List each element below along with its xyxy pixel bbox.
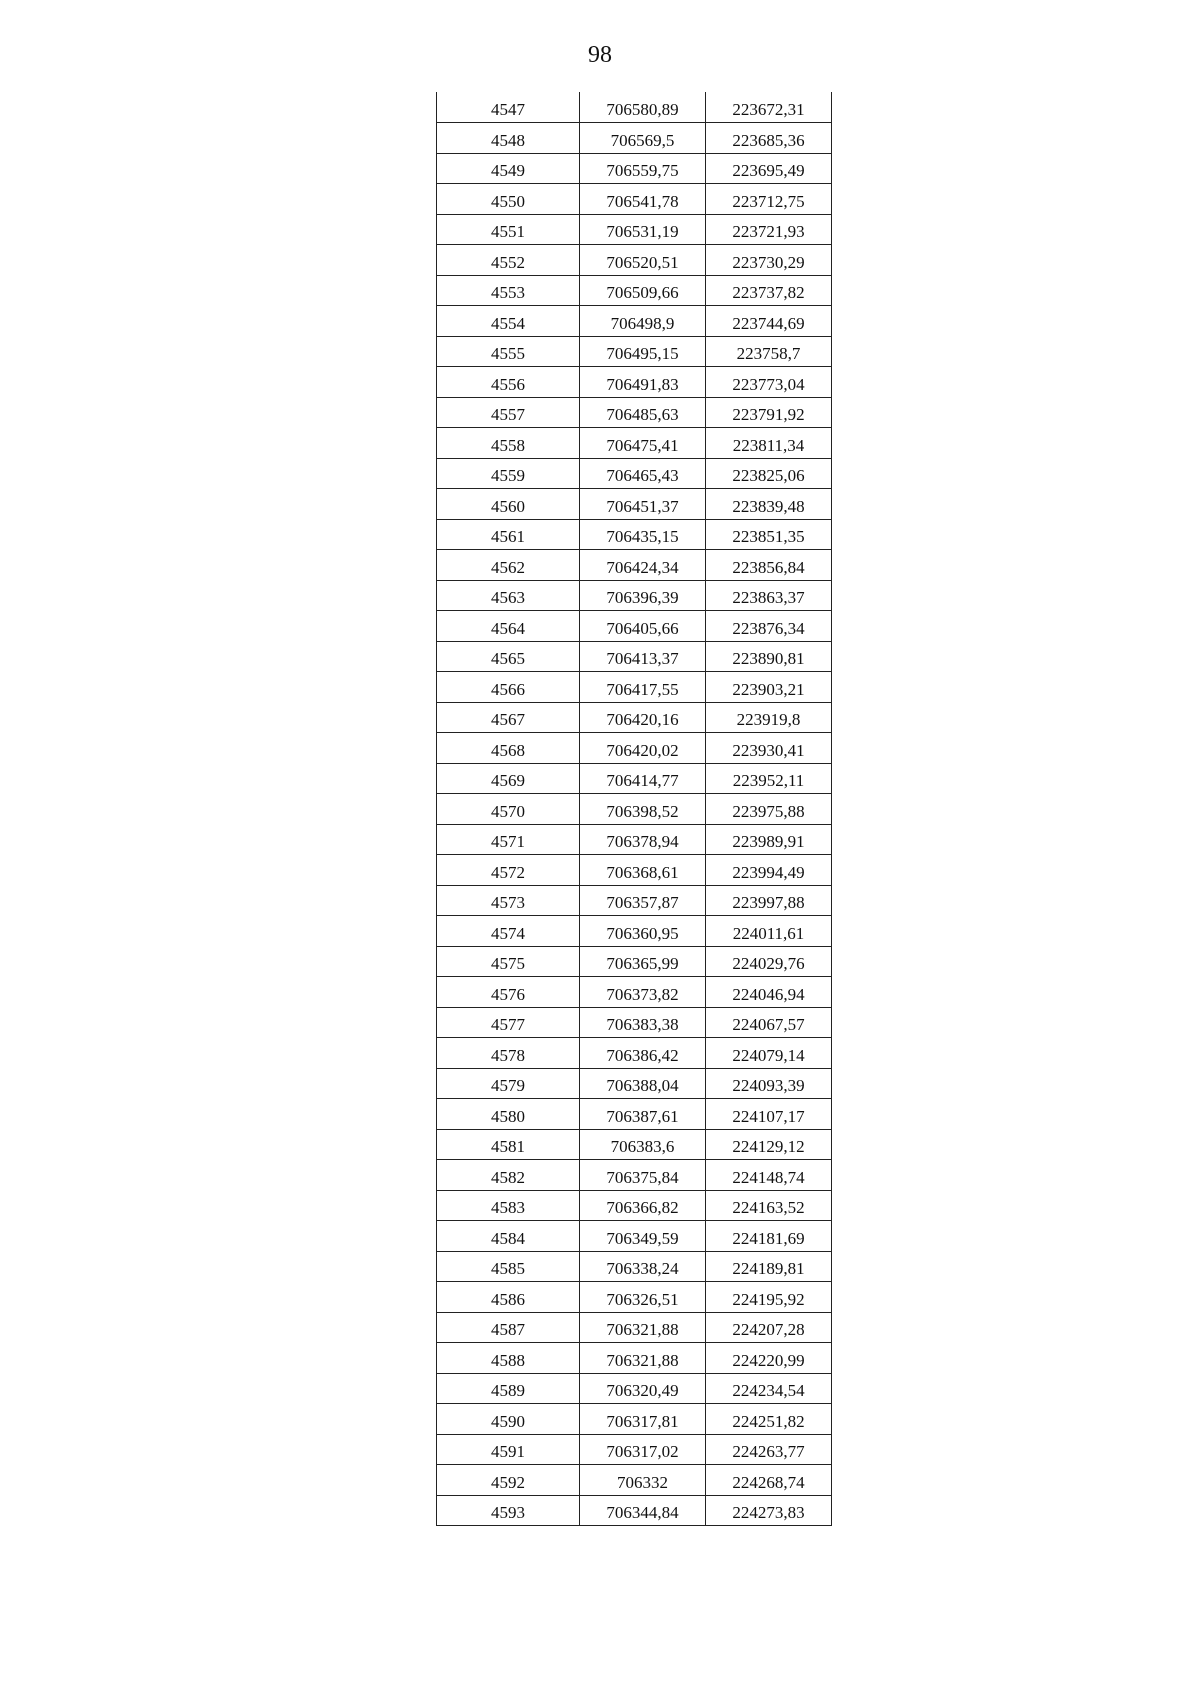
point-number-cell: 4551 bbox=[437, 214, 580, 245]
x-coordinate-cell: 706386,42 bbox=[580, 1038, 706, 1069]
x-coordinate-cell: 706373,82 bbox=[580, 977, 706, 1008]
point-number-cell: 4550 bbox=[437, 184, 580, 215]
y-coordinate-cell: 224067,57 bbox=[706, 1007, 832, 1038]
point-number-cell: 4588 bbox=[437, 1343, 580, 1374]
table-row bbox=[437, 153, 832, 184]
y-coordinate-cell: 224129,12 bbox=[706, 1129, 832, 1160]
table-row bbox=[437, 1373, 832, 1404]
table-row bbox=[437, 367, 832, 398]
y-coordinate-cell: 224029,76 bbox=[706, 946, 832, 977]
point-number-cell: 4586 bbox=[437, 1282, 580, 1313]
table-row bbox=[437, 1160, 832, 1191]
point-number-cell: 4593 bbox=[437, 1495, 580, 1526]
y-coordinate-cell: 223876,34 bbox=[706, 611, 832, 642]
table-row bbox=[437, 1190, 832, 1221]
y-coordinate-cell: 224207,28 bbox=[706, 1312, 832, 1343]
table-row bbox=[437, 1251, 832, 1282]
y-coordinate-cell: 224079,14 bbox=[706, 1038, 832, 1069]
point-number-cell: 4589 bbox=[437, 1373, 580, 1404]
point-number-cell: 4556 bbox=[437, 367, 580, 398]
point-number-cell: 4581 bbox=[437, 1129, 580, 1160]
table-row bbox=[437, 92, 832, 123]
point-number-cell: 4574 bbox=[437, 916, 580, 947]
table-row bbox=[437, 1404, 832, 1435]
point-number-cell: 4554 bbox=[437, 306, 580, 337]
x-coordinate-cell: 706365,99 bbox=[580, 946, 706, 977]
table-row bbox=[437, 489, 832, 520]
point-number-cell: 4555 bbox=[437, 336, 580, 367]
y-coordinate-cell: 223952,11 bbox=[706, 763, 832, 794]
x-coordinate-cell: 706465,43 bbox=[580, 458, 706, 489]
x-coordinate-cell: 706383,6 bbox=[580, 1129, 706, 1160]
x-coordinate-cell: 706559,75 bbox=[580, 153, 706, 184]
x-coordinate-cell: 706420,16 bbox=[580, 702, 706, 733]
table-row bbox=[437, 733, 832, 764]
y-coordinate-cell: 223890,81 bbox=[706, 641, 832, 672]
point-number-cell: 4560 bbox=[437, 489, 580, 520]
table-row bbox=[437, 977, 832, 1008]
x-coordinate-cell: 706424,34 bbox=[580, 550, 706, 581]
x-coordinate-cell: 706413,37 bbox=[580, 641, 706, 672]
table-row bbox=[437, 763, 832, 794]
table-row bbox=[437, 275, 832, 306]
point-number-cell: 4579 bbox=[437, 1068, 580, 1099]
point-number-cell: 4573 bbox=[437, 885, 580, 916]
y-coordinate-cell: 224107,17 bbox=[706, 1099, 832, 1130]
y-coordinate-cell: 223695,49 bbox=[706, 153, 832, 184]
y-coordinate-cell: 223997,88 bbox=[706, 885, 832, 916]
x-coordinate-cell: 706383,38 bbox=[580, 1007, 706, 1038]
point-number-cell: 4587 bbox=[437, 1312, 580, 1343]
table-row bbox=[437, 1343, 832, 1374]
table-row bbox=[437, 458, 832, 489]
x-coordinate-cell: 706491,83 bbox=[580, 367, 706, 398]
x-coordinate-cell: 706326,51 bbox=[580, 1282, 706, 1313]
x-coordinate-cell: 706475,41 bbox=[580, 428, 706, 459]
table-row bbox=[437, 214, 832, 245]
y-coordinate-cell: 223758,7 bbox=[706, 336, 832, 367]
point-number-cell: 4567 bbox=[437, 702, 580, 733]
point-number-cell: 4566 bbox=[437, 672, 580, 703]
table-row bbox=[437, 824, 832, 855]
x-coordinate-cell: 706451,37 bbox=[580, 489, 706, 520]
table-row bbox=[437, 611, 832, 642]
x-coordinate-cell: 706541,78 bbox=[580, 184, 706, 215]
x-coordinate-cell: 706368,61 bbox=[580, 855, 706, 886]
y-coordinate-cell: 223863,37 bbox=[706, 580, 832, 611]
y-coordinate-cell: 223989,91 bbox=[706, 824, 832, 855]
x-coordinate-cell: 706317,81 bbox=[580, 1404, 706, 1435]
point-number-cell: 4583 bbox=[437, 1190, 580, 1221]
x-coordinate-cell: 706414,77 bbox=[580, 763, 706, 794]
y-coordinate-cell: 223773,04 bbox=[706, 367, 832, 398]
y-coordinate-cell: 223975,88 bbox=[706, 794, 832, 825]
table-row bbox=[437, 428, 832, 459]
y-coordinate-cell: 223721,93 bbox=[706, 214, 832, 245]
table-row bbox=[437, 1434, 832, 1465]
point-number-cell: 4565 bbox=[437, 641, 580, 672]
x-coordinate-cell: 706378,94 bbox=[580, 824, 706, 855]
table-row bbox=[437, 1465, 832, 1496]
point-number-cell: 4571 bbox=[437, 824, 580, 855]
x-coordinate-cell: 706398,52 bbox=[580, 794, 706, 825]
table-row bbox=[437, 916, 832, 947]
y-coordinate-cell: 224046,94 bbox=[706, 977, 832, 1008]
point-number-cell: 4568 bbox=[437, 733, 580, 764]
point-number-cell: 4585 bbox=[437, 1251, 580, 1282]
x-coordinate-cell: 706580,89 bbox=[580, 92, 706, 123]
x-coordinate-cell: 706520,51 bbox=[580, 245, 706, 276]
table-row bbox=[437, 519, 832, 550]
table-row bbox=[437, 1129, 832, 1160]
point-number-cell: 4563 bbox=[437, 580, 580, 611]
y-coordinate-cell: 223856,84 bbox=[706, 550, 832, 581]
y-coordinate-cell: 224273,83 bbox=[706, 1495, 832, 1526]
table-row bbox=[437, 580, 832, 611]
table-row bbox=[437, 885, 832, 916]
x-coordinate-cell: 706388,04 bbox=[580, 1068, 706, 1099]
point-number-cell: 4569 bbox=[437, 763, 580, 794]
y-coordinate-cell: 223811,34 bbox=[706, 428, 832, 459]
point-number-cell: 4580 bbox=[437, 1099, 580, 1130]
y-coordinate-cell: 223672,31 bbox=[706, 92, 832, 123]
x-coordinate-cell: 706495,15 bbox=[580, 336, 706, 367]
point-number-cell: 4576 bbox=[437, 977, 580, 1008]
page-number: 98 bbox=[588, 42, 612, 68]
table-row bbox=[437, 946, 832, 977]
x-coordinate-cell: 706435,15 bbox=[580, 519, 706, 550]
table-row bbox=[437, 641, 832, 672]
table-row bbox=[437, 397, 832, 428]
table-row bbox=[437, 184, 832, 215]
x-coordinate-cell: 706332 bbox=[580, 1465, 706, 1496]
point-number-cell: 4558 bbox=[437, 428, 580, 459]
y-coordinate-cell: 224011,61 bbox=[706, 916, 832, 947]
point-number-cell: 4582 bbox=[437, 1160, 580, 1191]
table-row bbox=[437, 794, 832, 825]
x-coordinate-cell: 706569,5 bbox=[580, 123, 706, 154]
x-coordinate-cell: 706366,82 bbox=[580, 1190, 706, 1221]
x-coordinate-cell: 706420,02 bbox=[580, 733, 706, 764]
table-row bbox=[437, 1282, 832, 1313]
table-row bbox=[437, 1007, 832, 1038]
y-coordinate-cell: 224148,74 bbox=[706, 1160, 832, 1191]
x-coordinate-cell: 706375,84 bbox=[580, 1160, 706, 1191]
point-number-cell: 4561 bbox=[437, 519, 580, 550]
x-coordinate-cell: 706417,55 bbox=[580, 672, 706, 703]
point-number-cell: 4590 bbox=[437, 1404, 580, 1435]
y-coordinate-cell: 224268,74 bbox=[706, 1465, 832, 1496]
point-number-cell: 4591 bbox=[437, 1434, 580, 1465]
table-row bbox=[437, 1312, 832, 1343]
y-coordinate-cell: 224163,52 bbox=[706, 1190, 832, 1221]
y-coordinate-cell: 223919,8 bbox=[706, 702, 832, 733]
coordinates-table-body bbox=[437, 92, 832, 1526]
x-coordinate-cell: 706485,63 bbox=[580, 397, 706, 428]
table-row bbox=[437, 855, 832, 886]
y-coordinate-cell: 224093,39 bbox=[706, 1068, 832, 1099]
y-coordinate-cell: 224195,92 bbox=[706, 1282, 832, 1313]
x-coordinate-cell: 706498,9 bbox=[580, 306, 706, 337]
point-number-cell: 4547 bbox=[437, 92, 580, 123]
point-number-cell: 4575 bbox=[437, 946, 580, 977]
point-number-cell: 4584 bbox=[437, 1221, 580, 1252]
y-coordinate-cell: 223737,82 bbox=[706, 275, 832, 306]
table-row bbox=[437, 1038, 832, 1069]
point-number-cell: 4549 bbox=[437, 153, 580, 184]
y-coordinate-cell: 223825,06 bbox=[706, 458, 832, 489]
y-coordinate-cell: 223730,29 bbox=[706, 245, 832, 276]
x-coordinate-cell: 706405,66 bbox=[580, 611, 706, 642]
x-coordinate-cell: 706387,61 bbox=[580, 1099, 706, 1130]
y-coordinate-cell: 223791,92 bbox=[706, 397, 832, 428]
table-row bbox=[437, 123, 832, 154]
x-coordinate-cell: 706321,88 bbox=[580, 1312, 706, 1343]
y-coordinate-cell: 223994,49 bbox=[706, 855, 832, 886]
point-number-cell: 4548 bbox=[437, 123, 580, 154]
point-number-cell: 4557 bbox=[437, 397, 580, 428]
x-coordinate-cell: 706360,95 bbox=[580, 916, 706, 947]
y-coordinate-cell: 223903,21 bbox=[706, 672, 832, 703]
point-number-cell: 4559 bbox=[437, 458, 580, 489]
point-number-cell: 4577 bbox=[437, 1007, 580, 1038]
table-row bbox=[437, 1099, 832, 1130]
x-coordinate-cell: 706344,84 bbox=[580, 1495, 706, 1526]
table-row bbox=[437, 702, 832, 733]
x-coordinate-cell: 706317,02 bbox=[580, 1434, 706, 1465]
y-coordinate-cell: 223744,69 bbox=[706, 306, 832, 337]
coordinates-table bbox=[436, 92, 832, 1526]
x-coordinate-cell: 706357,87 bbox=[580, 885, 706, 916]
y-coordinate-cell: 223930,41 bbox=[706, 733, 832, 764]
point-number-cell: 4552 bbox=[437, 245, 580, 276]
point-number-cell: 4564 bbox=[437, 611, 580, 642]
x-coordinate-cell: 706321,88 bbox=[580, 1343, 706, 1374]
y-coordinate-cell: 223712,75 bbox=[706, 184, 832, 215]
x-coordinate-cell: 706338,24 bbox=[580, 1251, 706, 1282]
table-row bbox=[437, 1068, 832, 1099]
point-number-cell: 4570 bbox=[437, 794, 580, 825]
table-row bbox=[437, 1221, 832, 1252]
point-number-cell: 4578 bbox=[437, 1038, 580, 1069]
y-coordinate-cell: 224220,99 bbox=[706, 1343, 832, 1374]
y-coordinate-cell: 224234,54 bbox=[706, 1373, 832, 1404]
y-coordinate-cell: 223839,48 bbox=[706, 489, 832, 520]
x-coordinate-cell: 706349,59 bbox=[580, 1221, 706, 1252]
point-number-cell: 4592 bbox=[437, 1465, 580, 1496]
x-coordinate-cell: 706396,39 bbox=[580, 580, 706, 611]
table-row bbox=[437, 672, 832, 703]
y-coordinate-cell: 224251,82 bbox=[706, 1404, 832, 1435]
table-row bbox=[437, 306, 832, 337]
y-coordinate-cell: 224181,69 bbox=[706, 1221, 832, 1252]
table-row bbox=[437, 336, 832, 367]
point-number-cell: 4553 bbox=[437, 275, 580, 306]
point-number-cell: 4572 bbox=[437, 855, 580, 886]
y-coordinate-cell: 224263,77 bbox=[706, 1434, 832, 1465]
table-row bbox=[437, 1495, 832, 1526]
x-coordinate-cell: 706509,66 bbox=[580, 275, 706, 306]
table-row bbox=[437, 245, 832, 276]
x-coordinate-cell: 706531,19 bbox=[580, 214, 706, 245]
y-coordinate-cell: 223685,36 bbox=[706, 123, 832, 154]
y-coordinate-cell: 223851,35 bbox=[706, 519, 832, 550]
table-row bbox=[437, 550, 832, 581]
point-number-cell: 4562 bbox=[437, 550, 580, 581]
y-coordinate-cell: 224189,81 bbox=[706, 1251, 832, 1282]
x-coordinate-cell: 706320,49 bbox=[580, 1373, 706, 1404]
